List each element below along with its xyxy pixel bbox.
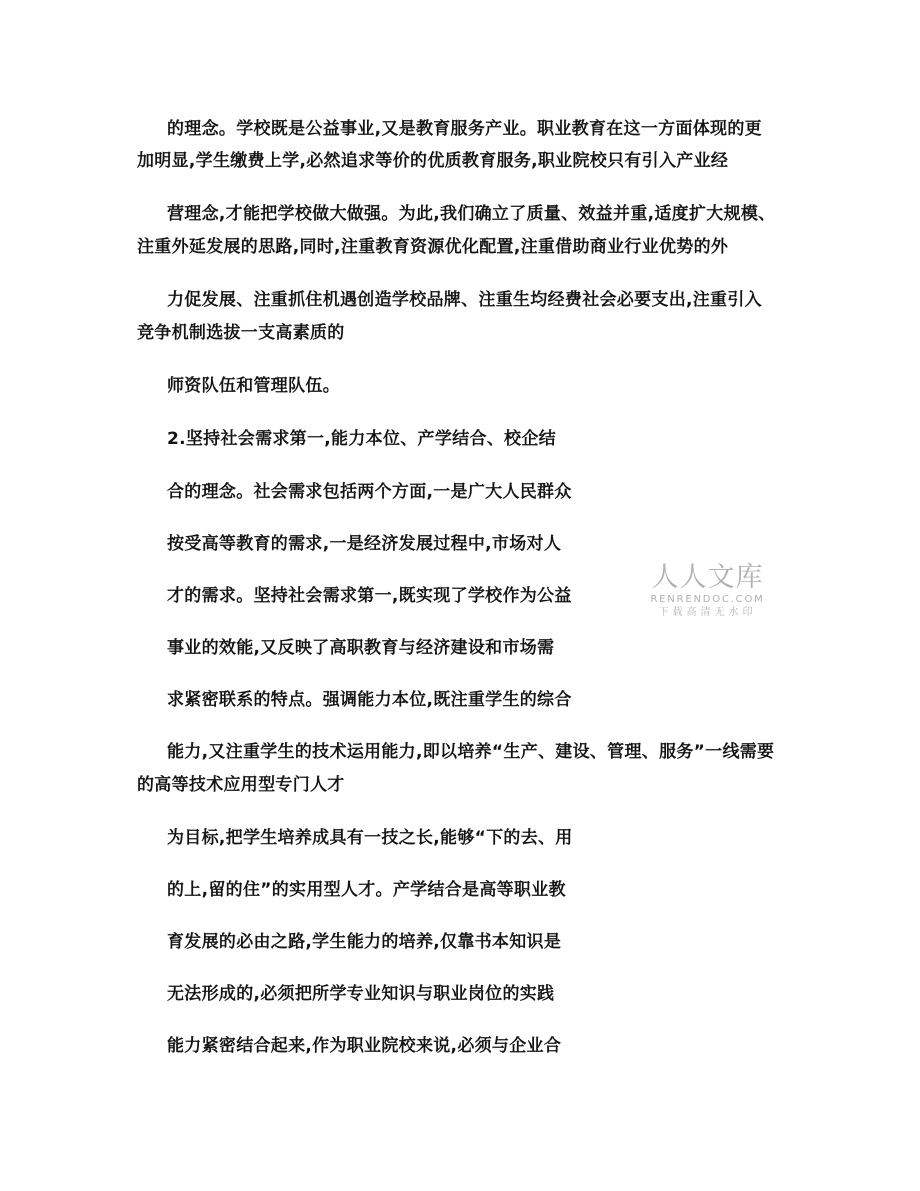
text-line: 求紧密联系的特点。强调能力本位,既注重学生的综合 [167,690,572,710]
text-line: 育发展的必由之路,学生能力的培养,仅靠书本知识是 [167,932,562,952]
text-line: 事业的效能,又反映了高职教育与经济建设和市场需 [167,638,555,658]
watermark-tagline: 下载高清无水印 [658,607,757,618]
watermark-title: 人人文库 [651,562,764,593]
text-line: 无法形成的,必须把所学专业知识与职业岗位的实践 [167,984,555,1004]
text-line: 力促发展、注重抓住机遇创造学校品牌、注重生均经费社会必要支出,注重引入 [167,290,762,310]
text-line: 竞争机制选拔一支高素质的 [137,323,345,343]
text-line: 能力紧密结合起来,作为职业院校来说,必须与企业合 [167,1036,562,1056]
text-line: 的高等技术应用型专门人才 [137,775,345,795]
text-line: 能力,又注重学生的技术运用能力,即以培养“生产、建设、管理、服务”一线需要 [167,742,775,762]
text-line: 为目标,把学生培养成具有一技之长,能够“下的去、用 [167,828,573,848]
watermark [640,562,775,619]
text-line: 按受高等教育的需求,一是经济发展过程中,市场对人 [167,534,562,554]
text-line: 2.坚持社会需求第一,能力本位、产学结合、校企结 [167,429,556,449]
text-line: 的理念。学校既是公益事业,又是教育服务产业。职业教育在这一方面体现的更 [167,119,762,139]
text-line: 合的理念。社会需求包括两个方面,一是广大人民群众 [167,482,572,502]
text-line: 营理念,才能把学校做大做强。为此,我们确立了质量、效益并重,适度扩大规模、 [167,204,776,224]
text-line: 师资队伍和管理队伍。 [167,376,340,396]
text-line: 加明显,学生缴费上学,必然追求等价的优质教育服务,职业院校只有引入产业经 [137,151,729,171]
text-line: 注重外延发展的思路,同时,注重教育资源优化配置,注重借助商业行业优势的外 [137,237,729,257]
text-line: 的上,留的住”的实用型人才。产学结合是高等职业教 [167,880,566,900]
text-line: 才的需求。坚持社会需求第一,既实现了学校作为公益 [167,586,572,606]
watermark-domain: RENRENDOC.COM [650,594,765,605]
